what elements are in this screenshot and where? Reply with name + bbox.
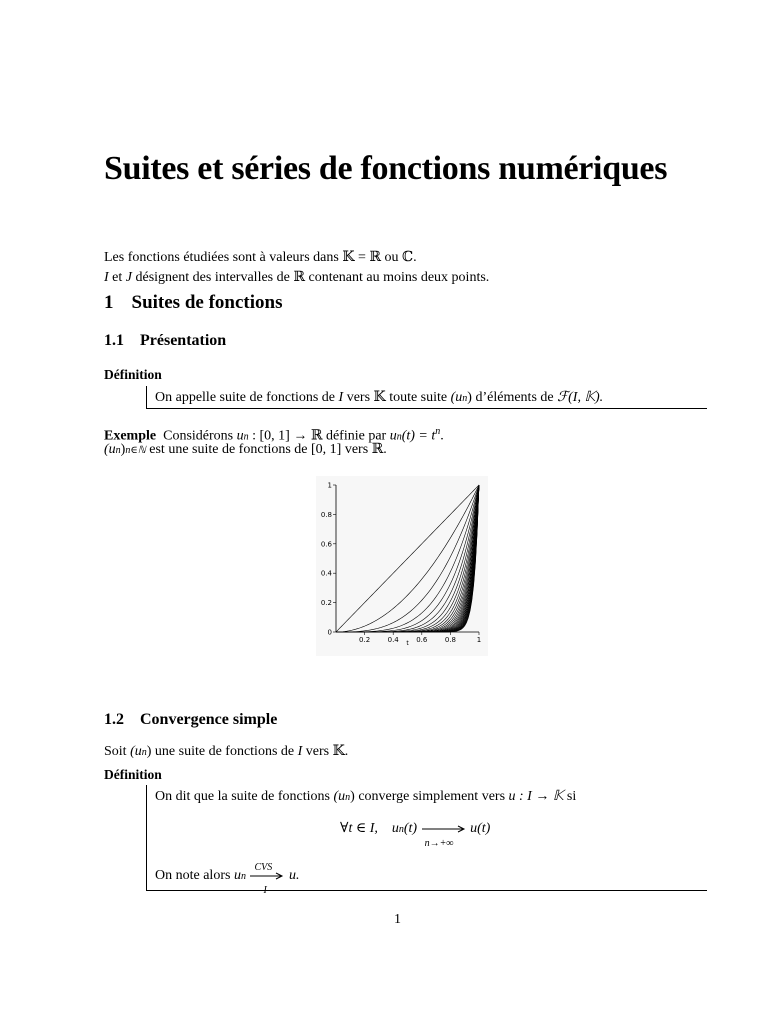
formula-math: u(t) [470,821,491,836]
def-math: ) [350,789,355,804]
definition-label: Définition [104,367,162,382]
cvs-over: CVS [254,861,273,873]
section-title: Suites de fonctions [131,292,283,313]
example-math: (t) = t [401,428,436,444]
soit-text: une suite de fonctions de [151,744,298,759]
subsection-title: Présentation [140,332,227,349]
limit-arrow [421,823,467,849]
intro-math: J [125,270,132,285]
def-text: On appelle suite de fonctions de [155,390,339,405]
example-text: définie par [322,428,390,444]
example-text: vers [341,442,372,457]
x-tick-label: 1 [476,636,482,644]
x-tick-label: 0.2 [359,636,371,644]
subsection-1-1-heading [104,332,226,350]
y-tick-label: 0.4 [320,569,332,578]
x-axis-label: t [406,640,409,647]
def-text: d’éléments de [471,390,558,405]
y-tick-label: 0.2 [320,599,332,608]
section-1-heading [104,292,282,314]
intro-math: ℂ. [402,250,417,265]
arrow-right-icon [421,823,467,835]
def-text: converge simplement vers [354,789,509,804]
soit-math-sub: n [141,747,147,758]
example-math-sub: n [243,431,249,443]
display-formula [340,820,491,849]
x-tick-label: 0.8 [444,636,456,644]
example-line-2 [104,441,387,459]
example-math: . [440,428,444,444]
example-math-sub: n [115,445,121,456]
page-number: 1 [394,912,401,927]
example-math: u [236,428,244,444]
cvs-arrow [249,861,285,896]
soit-math: ) [146,744,152,759]
section-number: 1 [104,292,114,313]
def-math: (u [333,789,346,804]
example-text: est une suite de fonctions de [145,442,312,457]
def-math: u [233,868,241,883]
def-math: 𝕂 [373,390,386,405]
y-tick-label: 1 [327,481,332,490]
intro-text: Les fonctions étudiées sont à valeurs dans [104,250,343,265]
example-math: ) [120,442,126,457]
intro-line-1 [104,249,417,266]
def-math-sub: n [240,871,246,882]
function-plot [316,476,488,656]
def-text: On note alors [155,868,234,883]
subsection-title: Convergence simple [140,711,278,728]
soit-text: Soit [104,744,131,759]
arrow-right-icon [249,870,285,882]
formula-math-sub: n [398,824,404,835]
subsection-1-2-heading [104,711,277,729]
def-math-sub: n [462,393,468,404]
soit-math: (u [130,744,142,759]
definition-label: Définition [104,767,162,782]
intro-math: 𝕂 = ℝ [342,250,382,265]
def-text: toute suite [385,390,451,405]
example-math: : [0, 1] → ℝ [248,428,323,444]
y-tick-label: 0.6 [320,540,332,549]
soit-math: 𝕂. [332,744,349,759]
example-math: [0, 1] [311,442,342,457]
x-tick-label: 0.4 [387,636,399,644]
example-label: Exemple [104,428,157,444]
def-math: ) [467,390,472,405]
def-math: ℱ(I, 𝕂). [557,390,604,405]
def-text: vers [343,390,374,405]
soit-text: vers [302,744,333,759]
y-tick-label: 0 [327,628,332,637]
cvs-under: I [263,884,267,896]
def-text: si [563,789,577,804]
example-math: (u [104,442,116,457]
formula-math: ∀t ∈ I, [340,821,378,836]
soit-line [104,743,348,761]
definition-text [155,389,603,407]
subsection-number: 1.1 [104,332,124,349]
def-math-sub: n [345,792,351,803]
example-math-sub: n [396,431,402,443]
y-tick-label: 0.8 [320,510,332,519]
intro-text: désignent des intervalles de [132,270,294,285]
definition-2-line-1 [155,788,576,806]
example-math-sub: n∈ℕ [125,445,146,456]
intro-text: et [108,270,126,285]
example-math-sup: n [435,426,441,437]
x-tick-label: 0.6 [416,636,428,644]
def-math: u. [288,868,300,883]
example-math: ℝ. [371,442,387,457]
example-text: Considérons [163,428,237,444]
intro-math: ℝ [293,270,305,285]
intro-text: ou [381,250,403,265]
intro-text: contenant au moins deux points. [304,270,490,285]
intro-math: I [104,270,109,285]
page-title: Suites et séries de fonctions numériques [104,150,668,187]
definition-2-note [155,861,300,896]
soit-math: I [297,744,303,759]
limit-under: n→+∞ [424,837,454,849]
formula-math: u [391,821,399,836]
example-math: u [389,428,397,444]
def-math: (u [450,390,463,405]
formula-math: (t) [403,821,418,836]
def-math: I [338,390,344,405]
def-text: On dit que la suite de fonctions [155,789,334,804]
intro-line-2 [104,269,489,286]
subsection-number: 1.2 [104,711,124,728]
def-math: u : I → 𝕂 [508,789,564,804]
